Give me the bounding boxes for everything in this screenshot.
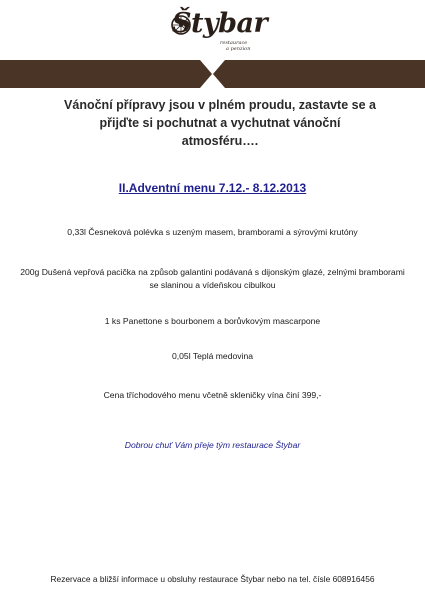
- decorative-banner: [0, 56, 425, 92]
- intro-text: Vánoční přípravy jsou v plném proudu, zastavte se a přijďte si pochutnat a vychutnat vánoční atmosféru….: [64, 98, 376, 148]
- menu-title: II.Adventní menu 7.12.- 8.12.2013: [118, 181, 307, 195]
- banner-left: [0, 60, 212, 88]
- menu-item-dessert: 1 ks Panettone s bourbonem a borůvkovým mascarpone: [104, 316, 321, 326]
- restaurant-logo: [0, 6, 425, 52]
- footer-contact: Rezervace a bližší informace u obsluhy restaurace Štybar nebo na tel. čísle 608916456: [50, 574, 375, 584]
- banner-right: [213, 60, 425, 88]
- logo-wordmark: Štybar: [172, 8, 268, 39]
- closing-note: Dobrou chuť Vám přeje tým restaurace Štybar: [124, 440, 301, 450]
- logo-tagline: restaurace: [220, 40, 248, 46]
- menu-item-drink: 0,05l Teplá medovina: [171, 351, 254, 361]
- menu-price: Cena tříchodového menu včetně skleničky vína činí 399,-: [103, 390, 322, 400]
- menu-item-main-course: 200g Dušená vepřová pacička na způsob galantini podávaná s dijonským glazé, zelnými bramborami se slaninou a vídeňskou cibulkou: [20, 267, 405, 290]
- menu-item-soup: 0,33l Česneková polévka s uzeným masem, bramborami a sýrovými krutóny: [67, 227, 358, 237]
- logo-tagline-2: a penzion: [226, 46, 251, 52]
